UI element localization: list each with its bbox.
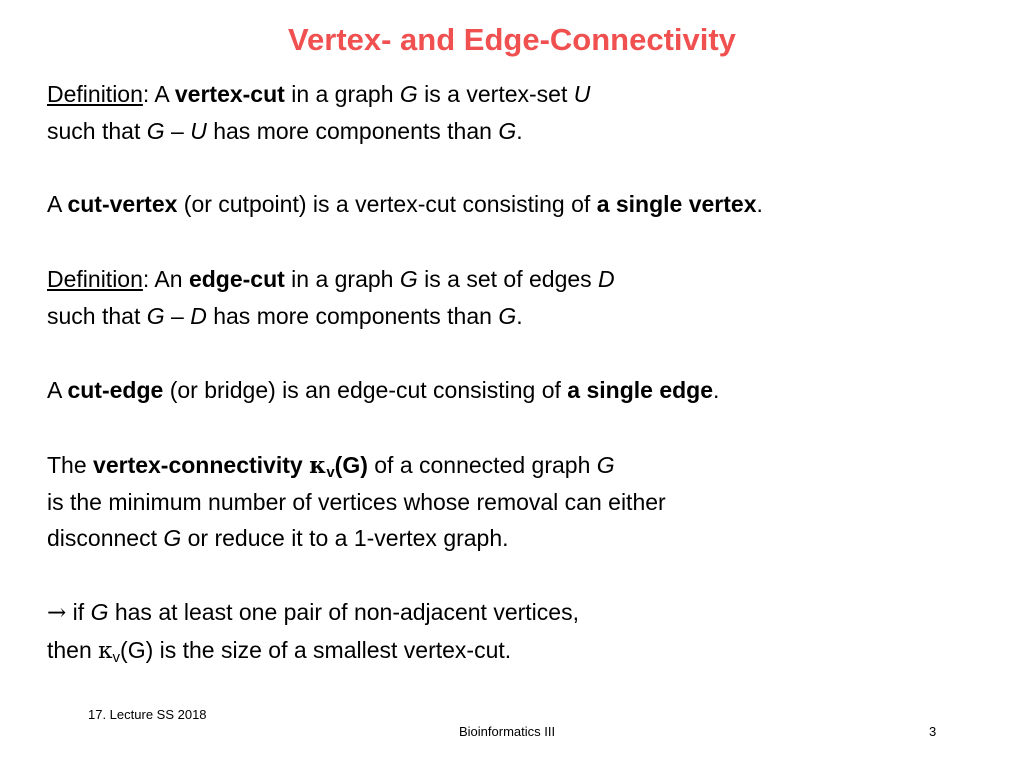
vertex-connectivity-line3: disconnect G or reduce it to a 1-vertex graph.	[47, 525, 509, 551]
kappa-symbol: κ	[309, 452, 327, 479]
term-vertex-connectivity: vertex-connectivity	[93, 452, 310, 478]
definition-label: Definition	[47, 266, 143, 292]
term-cut-edge: cut-edge	[67, 377, 164, 403]
definition-vertex-cut-line2: such that G – U has more components than G.	[47, 118, 523, 144]
vertex-connectivity-definition: The vertex-connectivity $\kappa_v(G)$ of a connected graph G	[47, 452, 615, 481]
definition-label: Definition	[47, 81, 143, 107]
remark-smallest-vertex-cut: then $\kappa_v(G)$ is the size of a smallest vertex-cut.	[47, 637, 512, 666]
footer-page-number: 3	[929, 724, 937, 739]
footer-lecture: 17. Lecture SS 2018	[88, 707, 207, 722]
vertex-connectivity-line2: is the minimum number of vertices whose removal can either	[47, 489, 666, 515]
cut-vertex-statement: A cut-vertex (or cutpoint) is a vertex-cut consisting of a single vertex.	[47, 191, 763, 217]
footer-course: Bioinformatics III	[459, 724, 556, 739]
slide-title: Vertex- and Edge-Connectivity	[288, 22, 736, 57]
term-cut-vertex: cut-vertex	[67, 191, 178, 217]
right-arrow-icon: →	[47, 600, 67, 626]
remark-non-adjacent: → if G has at least one pair of non-adjacent vertices,	[47, 599, 579, 626]
definition-edge-cut-line2: such that G – D has more components than G.	[47, 303, 523, 329]
kappa-symbol: κ	[98, 638, 113, 664]
cut-edge-statement: A cut-edge (or bridge) is an edge-cut consisting of a single edge.	[47, 377, 720, 403]
definition-edge-cut: Definition: An edge-cut in a graph G is a set of edges D	[47, 266, 615, 292]
term-vertex-cut: vertex-cut	[174, 81, 285, 107]
term-edge-cut: edge-cut	[188, 266, 285, 292]
definition-vertex-cut: Definition: A vertex-cut in a graph G is a vertex-set U	[47, 81, 591, 107]
